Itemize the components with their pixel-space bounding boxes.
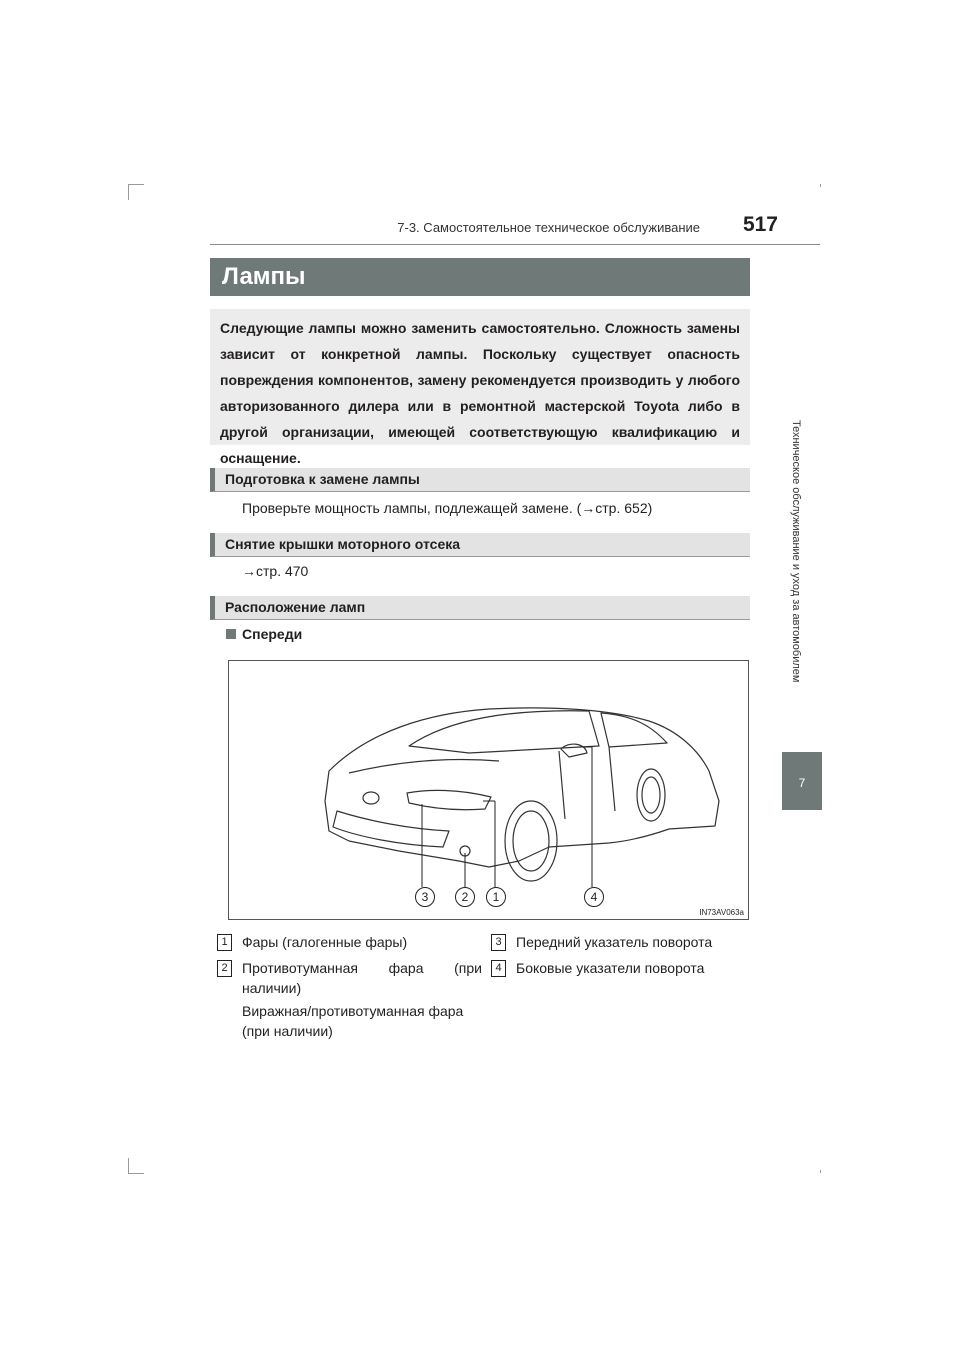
chapter-side-title: Техническое обслуживание и уход за автомобилем xyxy=(790,420,802,683)
section-heading-preparation: Подготовка к замене лампы xyxy=(210,468,750,492)
section-heading-bulb-locations: Расположение ламп xyxy=(210,596,750,620)
section-text-engine-cover: →стр. 470 xyxy=(242,563,309,579)
section-heading-engine-cover: Снятие крышки моторного отсека xyxy=(210,533,750,557)
intro-box: Следующие лампы можно заменить самостоятельно. Сложность замены зависит от конкретной лампы. Поскольку существует опасность повреждения компонентов, замену рекомендуется производить у любого авторизованного дилера или в ремонтной мастерской Toyota либо в другой организации, имеющей соответствующую квалификацию и оснащение. xyxy=(210,309,750,445)
subheading-front: Спереди xyxy=(226,626,302,642)
crop-mark xyxy=(820,1170,821,1173)
crop-mark xyxy=(128,1158,129,1174)
crop-mark xyxy=(128,184,144,185)
header-rule xyxy=(210,244,820,245)
chapter-number: 7 xyxy=(798,776,806,790)
legend-text: Боковые указатели поворота xyxy=(516,960,705,976)
legend-badge: 2 xyxy=(217,960,232,977)
legend-text: Фары (галогенные фары) xyxy=(242,934,408,950)
callout-3: 3 xyxy=(415,887,435,907)
section-text-preparation: Проверьте мощность лампы, подлежащей замене. (→стр. 652) xyxy=(242,500,653,516)
figure-code: IN73AV063a xyxy=(699,908,744,917)
chapter-tab xyxy=(782,752,822,810)
callout-2: 2 xyxy=(455,887,475,907)
callout-4: 4 xyxy=(584,887,604,907)
legend-badge: 3 xyxy=(491,934,506,951)
legend-text: Передний указатель поворота xyxy=(516,934,713,950)
crop-mark xyxy=(820,184,821,187)
page-title: Лампы xyxy=(210,258,750,296)
square-bullet-icon xyxy=(226,629,236,639)
callout-1: 1 xyxy=(486,887,506,907)
car-front-figure xyxy=(228,660,749,920)
page-number: 517 xyxy=(742,213,778,236)
legend-text: Виражная/противотуманная фара (при наличии) xyxy=(242,1003,464,1039)
legend-badge: 4 xyxy=(491,960,506,977)
crop-mark xyxy=(128,184,129,200)
legend-text: Противотуманная фара (при наличии) xyxy=(242,960,482,996)
running-header: 7-3. Самостоятельное техническое обслуживание xyxy=(397,220,700,235)
crop-mark xyxy=(128,1173,144,1174)
legend-badge: 1 xyxy=(217,934,232,951)
car-illustration xyxy=(229,661,748,919)
